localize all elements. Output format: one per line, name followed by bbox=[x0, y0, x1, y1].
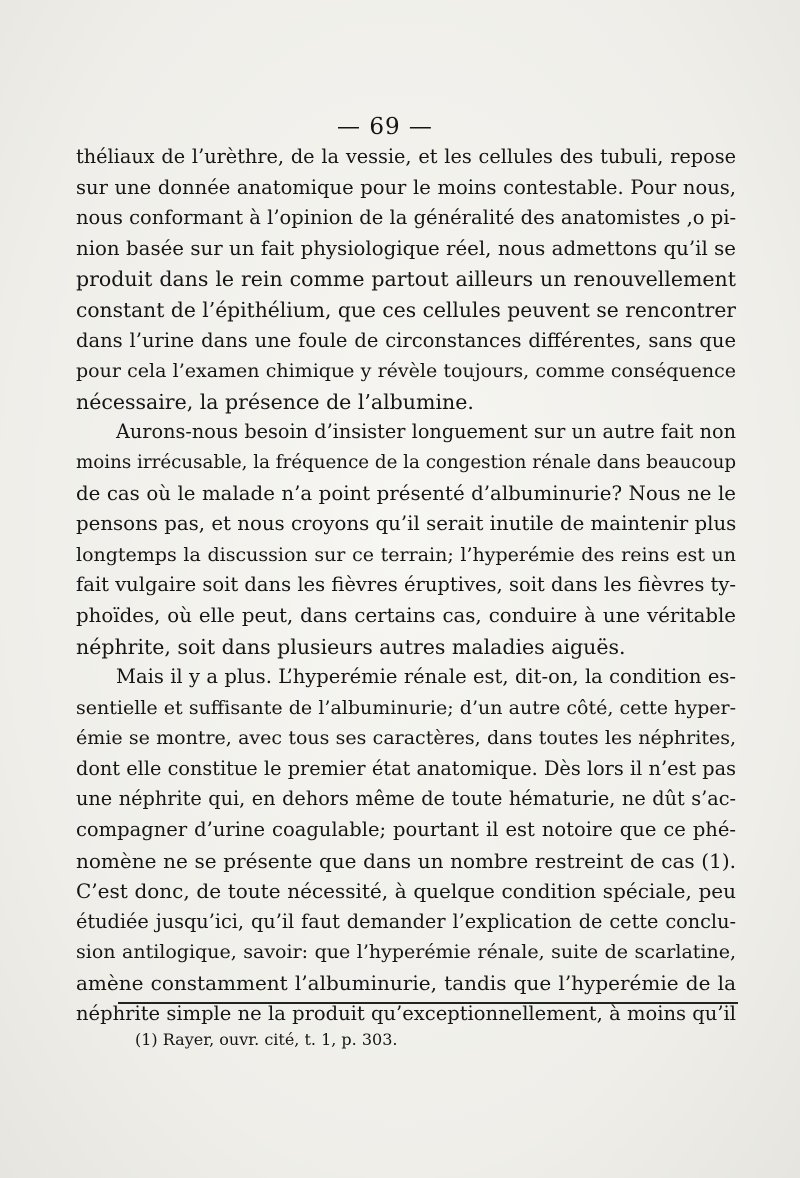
text-line: Mais il y a plus. L’hyperémie rénale est, dit-on, la condition es- bbox=[116, 665, 736, 689]
text-line: sur une donnée anatomique pour le moins contestable. Pour nous, bbox=[76, 175, 736, 199]
text-line: amène constamment l’albuminurie, tandis que l’hyperémie de la bbox=[76, 971, 736, 996]
text-line: sion antilogique, savoir: que l’hyperémie rénale, suite de scarlatine, bbox=[76, 941, 736, 964]
text-line: pour cela l’examen chimique y révèle toujours, comme conséquence bbox=[76, 360, 736, 383]
text-line: nous conformant à l’opinion de la généralité des anatomistes ,o pi- bbox=[76, 206, 737, 230]
page-number: — 69 — bbox=[337, 114, 433, 140]
text-line: phoïdes, où elle peut, dans certains cas, conduire à une véritable bbox=[76, 603, 736, 627]
text-line: longtemps la discussion sur ce terrain; l’hyperémie des reins est un bbox=[76, 543, 736, 566]
text-line: produit dans le rein comme partout ailleurs un renouvellement bbox=[76, 267, 736, 292]
text-line: néphrite, soit dans plusieurs autres maladies aiguës. bbox=[76, 634, 626, 659]
text-line: pensons pas, et nous croyons qu’il serait inutile de maintenir plus bbox=[76, 512, 737, 536]
text-line: théliaux de l’urèthre, de la vessie, et les cellules des tubuli, repose bbox=[76, 145, 736, 168]
footnote-divider bbox=[118, 1002, 738, 1004]
footnote: (1) Rayer, ouvr. cité, t. 1, p. 303. bbox=[135, 1030, 398, 1049]
text-line: étudiée jusqu’ici, qu’il faut demander l’explication de cette conclu- bbox=[76, 909, 736, 933]
text-line: sentielle et suffisante de l’albuminurie; d’un autre côté, cette hyper- bbox=[76, 696, 736, 719]
text-line: de cas où le malade n’a point présenté d’albuminurie? Nous ne le bbox=[76, 481, 736, 505]
paragraph-2 bbox=[76, 417, 736, 662]
text-line: moins irrécusable, la fréquence de la congestion rénale dans beaucoup bbox=[76, 451, 737, 473]
text-line: nécessaire, la présence de l’albumine. bbox=[76, 389, 474, 414]
text-line: une néphrite qui, en dehors même de toute hématurie, ne dût s’ac- bbox=[76, 787, 736, 811]
body-text bbox=[76, 142, 736, 1029]
text-line: fait vulgaire soit dans les fièvres éruptives, soit dans les fièvres ty- bbox=[76, 573, 736, 597]
text-line: émie se montre, avec tous ses caractères, dans toutes les néphrites, bbox=[76, 727, 736, 750]
paragraph-1 bbox=[76, 142, 736, 417]
paragraph-3 bbox=[76, 662, 736, 1029]
text-line: dont elle constitue le premier état anatomique. Dès lors il n’est pas bbox=[76, 756, 736, 780]
text-line: néphrite simple ne la produit qu’exceptionnellement, à moins qu’il bbox=[76, 1001, 736, 1025]
text-line: nion basée sur un fait physiologique réel, nous admettons qu’il se bbox=[76, 236, 736, 260]
text-line: Aurons-nous besoin d’insister longuement sur un autre fait non bbox=[116, 420, 736, 444]
text-line: constant de l’épithélium, que ces cellules peuvent se rencontrer bbox=[76, 297, 736, 322]
text-line: nomène ne se présente que dans un nombre restreint de cas (1). bbox=[76, 848, 736, 873]
text-line: C’est donc, de toute nécessité, à quelque condition spéciale, peu bbox=[76, 879, 736, 904]
text-line: compagner d’urine coagulable; pourtant il est notoire que ce phé- bbox=[76, 818, 736, 842]
text-line: dans l’urine dans une foule de circonstances différentes, sans que bbox=[76, 328, 736, 352]
